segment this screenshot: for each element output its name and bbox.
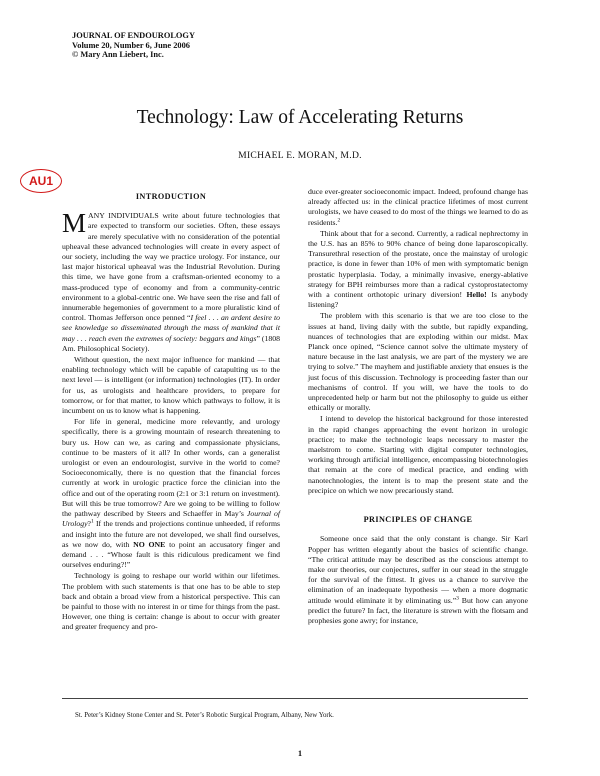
intro-paragraph-3: For life in general, medicine more relevantly, and urology specifically, there is a growing mountain of research threatening to bury us. How can we, as caring and compassionate physicians, continue to be masters of it all? In other words, can a generalist urologist or even an endourologist, survive in the world to come? Socioeconomically, there is no question that the financial forces currently at work in urologic practice force the clinician into the office and out of the operating room (2:1 or 3:1 return on investment). But will this be true tomorrow? Are we going to be willing to follow the pathway described by Steers and Schaeffer in May’s Journal of Urology?$^1$ If the trends and projections continue unheeded, if reforms and insight into the future are not developed, we shall find ourselves, as we now do, with NO ONE to point an accusatory finger and demand . . . “Whose fault is this ridiculous predicament we find ourselves enduring?!”	[62, 417, 281, 570]
hello-emphasis: Hello!	[466, 290, 487, 300]
journal-volume: Volume 20, Number 6, June 2006	[72, 40, 190, 50]
journal-name: JOURNAL OF ENDOUROLOGY	[72, 31, 195, 40]
affiliation-footnote: St. Peter’s Kidney Stone Center and St. Peter’s Robotic Surgical Program, Albany, New York.	[75, 712, 334, 719]
article-author: MICHAEL E. MORAN, M.D.	[238, 150, 362, 161]
footnote-divider	[62, 698, 528, 699]
left-column	[62, 187, 280, 633]
intro-paragraph-1: MANY INDIVIDUALS write about future technologies that are expected to transform our societies. Often, these essays are merely speculative with no consideration of the potential upheaval these advanced technologies will create in every aspect of our society, including the way we practice urology. For instance, our last major historical upheaval was the Industrial Revolution. During this time, we have gone from a craftsman-oriented economy to a mass-produced type of economy and from a community-centric environment to a global-centric one. We have seen the rise and fall of innumerable hegemonies of government to a more pluralistic kind of control. Thomas Jefferson once penned “I feel . . . an ardent desire to see knowledge so disseminated through the mass of mankind that it may . . . reach even the extremes of society: beggars and kings” (1808 Am. Philosophical Society).	[62, 208, 280, 353]
journal-header	[72, 31, 195, 60]
right-column	[308, 187, 528, 626]
right-paragraph-5: Someone once said that the only constant is change. Sir Karl Popper has written elegantly about the basics of scientific change. “The critical attitude may be described as the conscious attempt to make our theories, our conjectures, suffer in our stead in the struggle for the survival of the fittest. It gives us a chance to survive the elimination of an inadequate hypothesis — when a more dogmatic attitude would eliminate it by eliminating us.”$^3$ But how can anyone predict the future? In fact, the literature is strewn with the flotsam and prophesies gone awry; for instance,	[308, 534, 528, 625]
intro-paragraph-4: Technology is going to reshape our world within our lifetimes. The problem with such statements is that one has to be able to step back and obtain a broad view from a historical perspective. This can be painful to those with no interest in or time for things from the past. However, one thing is certain: change is about to occur with greater and greater frequency and pro-	[62, 571, 280, 632]
right-paragraph-1: duce ever-greater socioeconomic impact. Indeed, profound change has already affected us: in the clinical practice lifetimes of most current urologists, we have ceased to do most of the things we learned to do as residents.$^2$	[308, 187, 528, 227]
introduction-heading: INTRODUCTION	[135, 192, 207, 201]
right-paragraph-2: Think about that for a second. Currently, a radical nephrectomy in the U.S. has an 85% to 90% chance of being done laparoscopically. Transurethral resection of the prostate, once the mainstay of urologic practice, is done in fewer than 10% of men with symptomatic benign prostatic hyperplasia. Today, a minimally invasive, energy-ablative strategy for BPH reimburses more than a radical cystoprostatectomy with a continent orthotopic urinary diversion! Hello! Is anybody listening?	[308, 228, 528, 310]
reference-2[interactable]: 2	[337, 217, 341, 224]
no-one-emphasis: NO ONE	[133, 539, 166, 549]
journal-copyright: © Mary Ann Liebert, Inc.	[72, 50, 164, 60]
journal-of-urology: Journal of Urology	[62, 509, 281, 529]
reference-1[interactable]: 1	[91, 518, 94, 525]
page-number: 1	[297, 748, 303, 758]
right-paragraph-4: I intend to develop the historical background for those interested in the rapid changes approaching the event horizon in urologic practice; to make the technologic leaps necessary to master the maelstrom to come. Starting with digital computer technologies, working through artificial intelligence, encompassing biotechnologies that remain at the core of medical practice, and ending with nanotechnologies, the intent is to map the present state and the precipice on which we now precariously stand.	[308, 414, 528, 495]
principles-of-change-heading: PRINCIPLES OF CHANGE	[363, 515, 473, 525]
intro-paragraph-2: Without question, the next major influence for mankind — that enabling technology which will be capable of catapulting us to the next level — is intelligent (or information) technologies (IT). In order for us, as urologists and healthcare providers, to prepare for tomorrow, or for that matter, to know which pathways to follow, it is incumbent on us to know what is happening.	[62, 355, 280, 416]
drop-cap: M	[62, 208, 87, 239]
author-query-annotation[interactable]: AU1	[20, 169, 62, 193]
right-paragraph-3: The problem with this scenario is that we are too close to the issues at hand, living daily with the subtle, but rapidly expanding, nuances of technologies that are exploding within our midst. Max Planck once opined, “Science cannot solve the ultimate mystery of nature because in the last analysis, we are part of the mystery we are trying to solve.” The mayhem and justifiable anxiety that ensues is the just focus of this discussion. Technology is proceeding faster than our mechanisms of control. If you will, we have the tools to do unprecedented help or harm but not the philosophy to guide us either ethically or morally.	[308, 311, 528, 413]
reference-3[interactable]: 3	[456, 594, 459, 601]
jefferson-quote: I feel . . . an ardent desire to see knowledge so disseminated through the mass of mankind that it may . . . reach even the extremes of society: beggars and kings	[62, 313, 280, 343]
article-title: Technology: Law of Accelerating Returns	[136, 107, 464, 128]
